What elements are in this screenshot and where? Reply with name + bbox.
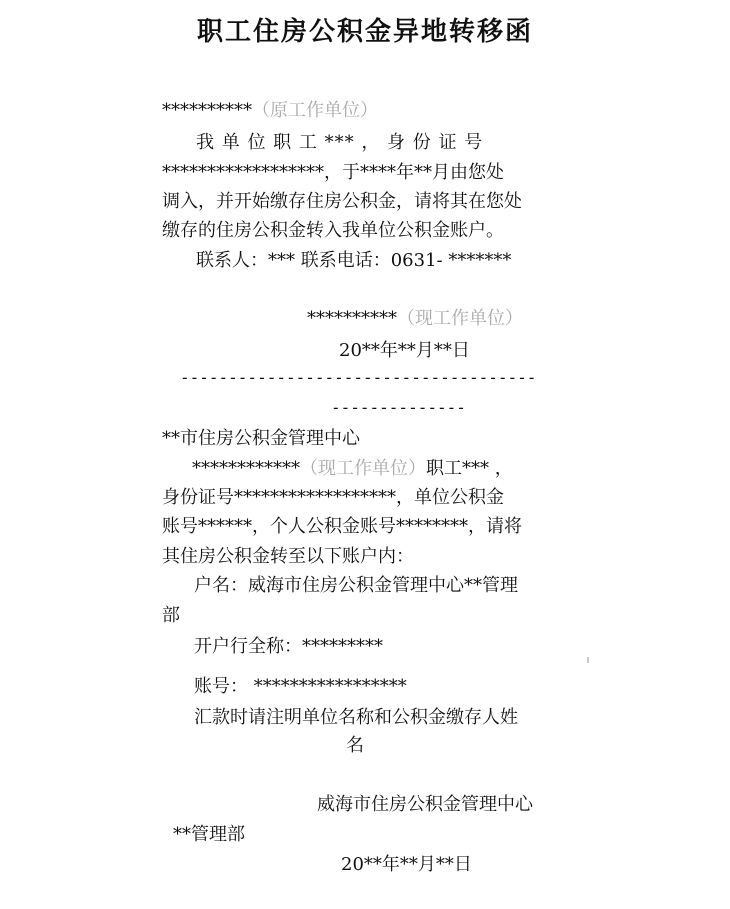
current-unit-name: ********** — [307, 308, 397, 329]
addressee: **市住房公积金管理中心 — [162, 428, 360, 449]
bank-name-line: 开户行全称：********* — [194, 636, 383, 657]
remittance-note-line-2: 名 — [346, 735, 364, 756]
account-number-line: 账号： ***************** — [194, 676, 407, 697]
original-unit-name: ********** — [162, 100, 252, 121]
contact-line: 联系人：*** 联系电话：0631- ******* — [196, 250, 512, 271]
part2-line-4: 其住房公积金转至以下账户内： — [162, 546, 414, 567]
remittance-note-line-1: 汇款时请注明单位名称和公积金缴存人姓 — [194, 707, 518, 728]
signing-organization: 威海市住房公积金管理中心 — [317, 794, 533, 815]
part2-line-2: 身份证号******************，单位公积金 — [162, 487, 504, 508]
part2-line-3: 账号******，个人公积金账号********，请将 — [162, 516, 522, 537]
body-line-4: 缴存的住房公积金转入我单位公积金账户。 — [162, 220, 504, 241]
part2-unit-line — [192, 456, 513, 482]
account-name-line-2: 部 — [162, 605, 180, 626]
stray-mark — [587, 657, 589, 663]
document-title: 职工住房公积金异地转移函 — [196, 17, 533, 47]
separator-line-1: ------------------------------------- — [180, 368, 537, 387]
body-line-3: 调入，并开始缴存住房公积金，请将其在您处 — [162, 191, 522, 212]
part2-unit-note: （现工作单位） — [300, 458, 426, 479]
part2-unit-tail: 职工*** ， — [426, 458, 513, 479]
signing-department: **管理部 — [173, 824, 245, 845]
signature-date-2: 20**年**月**日 — [341, 854, 472, 875]
separator-line-2: -------------- — [331, 398, 466, 417]
part2-unit-name: ************ — [192, 458, 300, 479]
original-unit-line — [162, 98, 378, 124]
current-unit-signature — [307, 306, 523, 332]
signature-date-1: 20**年**月**日 — [339, 340, 470, 361]
account-name-line-1: 户名：威海市住房公积金管理中心**管理 — [194, 575, 518, 596]
current-unit-note: （现工作单位） — [397, 308, 523, 329]
body-line-1: 我 单 位 职 工 *** ， 身 份 证 号 — [196, 132, 484, 153]
body-line-2: ******************，于****年**月由您处 — [162, 162, 504, 183]
original-unit-note: （原工作单位） — [252, 100, 378, 121]
